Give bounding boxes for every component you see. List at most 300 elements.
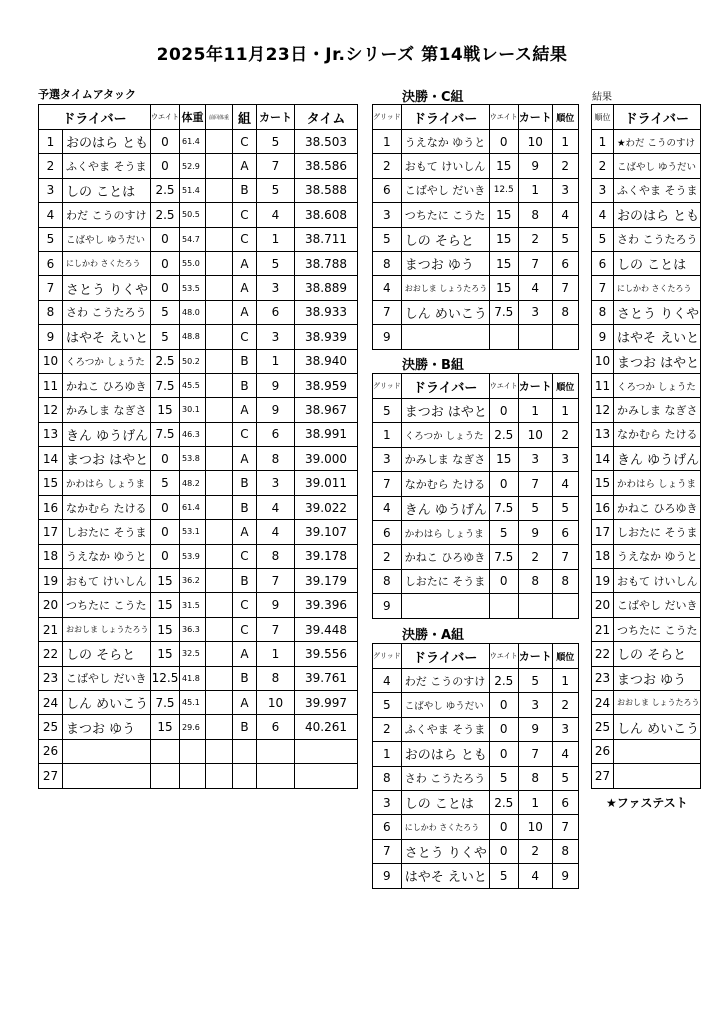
prev-bodyweight-cell — [206, 130, 233, 154]
grid-cell: 7 — [373, 839, 402, 863]
driver-name: しの そらと — [63, 642, 151, 666]
group-cell: C — [233, 544, 257, 568]
page-title: 2025年11月23日・Jr.シリーズ 第14戦レース結果 — [156, 45, 568, 65]
driver-name: なかむら たける — [614, 422, 701, 446]
weight-cell: 2.5 — [489, 790, 518, 814]
position-cell: 17 — [39, 520, 63, 544]
group-cell: B — [233, 569, 257, 593]
time-cell: 39.448 — [295, 617, 358, 641]
driver-name: きん ゆうげん — [401, 496, 489, 520]
table-row — [592, 178, 701, 202]
driver-name: こばやし ゆうだい — [401, 693, 489, 717]
table-row — [592, 422, 701, 446]
final-a-label: 決勝・A組 — [402, 628, 465, 643]
table-row — [39, 154, 358, 178]
weight-cell: 15 — [489, 203, 518, 227]
table-row — [592, 715, 701, 739]
prev-bodyweight-cell — [206, 203, 233, 227]
table-row — [39, 569, 358, 593]
position-cell: 5 — [552, 227, 578, 251]
table-row — [373, 154, 579, 178]
weight-cell: 0 — [489, 742, 518, 766]
group-cell: B — [233, 495, 257, 519]
header-grid: グリッド — [373, 374, 402, 399]
kart-cell: 7 — [257, 569, 295, 593]
position-cell: 14 — [592, 447, 614, 471]
group-cell: A — [233, 520, 257, 544]
table-row — [39, 666, 358, 690]
weight-cell: 0 — [151, 495, 180, 519]
driver-name: つちたに こうた — [614, 617, 701, 641]
driver-name: おおしま しょうたろう — [401, 276, 489, 300]
grid-cell: 2 — [373, 154, 402, 178]
weight-cell — [151, 764, 180, 788]
table-row — [39, 471, 358, 495]
driver-name: うえなか ゆうと — [401, 130, 489, 154]
position-cell: 3 — [552, 447, 578, 471]
group-cell: A — [233, 642, 257, 666]
weight-cell: 7.5 — [489, 545, 518, 569]
position-cell: 27 — [39, 764, 63, 788]
final-c-table — [372, 104, 579, 350]
driver-name: きん ゆうげん — [63, 422, 151, 446]
table-row — [592, 569, 701, 593]
table-row — [592, 203, 701, 227]
kart-cell: 7 — [257, 617, 295, 641]
weight-cell: 7.5 — [151, 422, 180, 446]
weight-cell: 0 — [489, 717, 518, 741]
time-cell: 38.503 — [295, 130, 358, 154]
table-row — [373, 496, 579, 520]
weight-cell: 2.5 — [151, 178, 180, 202]
kart-cell: 6 — [257, 300, 295, 324]
driver-name: なかむら たける — [63, 495, 151, 519]
weight-cell: 7.5 — [489, 300, 518, 324]
kart-cell: 3 — [518, 300, 552, 324]
driver-name: おのはら とも — [614, 203, 701, 227]
time-cell: 38.939 — [295, 325, 358, 349]
bodyweight-cell: 61.4 — [180, 495, 206, 519]
table-row — [592, 495, 701, 519]
time-cell: 39.107 — [295, 520, 358, 544]
position-cell: 26 — [592, 739, 614, 763]
position-cell: 24 — [39, 690, 63, 714]
kart-cell: 3 — [257, 471, 295, 495]
driver-name: くろつか しょうた — [63, 349, 151, 373]
bodyweight-cell: 48.8 — [180, 325, 206, 349]
position-cell: 4 — [592, 203, 614, 227]
driver-name: しの そらと — [401, 227, 489, 251]
weight-cell: 0 — [151, 227, 180, 251]
time-cell: 39.556 — [295, 642, 358, 666]
grid-cell: 4 — [373, 496, 402, 520]
group-cell: A — [233, 251, 257, 275]
weight-cell: 7.5 — [151, 690, 180, 714]
kart-cell: 8 — [257, 447, 295, 471]
final-b-label: 決勝・B組 — [402, 358, 464, 373]
table-row — [373, 717, 579, 741]
header-group: 組 — [233, 105, 257, 130]
position-cell: 19 — [39, 569, 63, 593]
time-cell: 39.022 — [295, 495, 358, 519]
position-cell: 22 — [592, 642, 614, 666]
kart-cell: 8 — [518, 203, 552, 227]
kart-cell: 3 — [518, 693, 552, 717]
driver-name: おもて けいしん — [614, 569, 701, 593]
kart-cell: 10 — [518, 423, 552, 447]
final-c-label: 決勝・C組 — [402, 90, 464, 105]
grid-cell: 8 — [373, 766, 402, 790]
weight-cell: 0 — [151, 520, 180, 544]
prev-bodyweight-cell — [206, 666, 233, 690]
position-cell: 5 — [552, 766, 578, 790]
prev-bodyweight-cell — [206, 520, 233, 544]
kart-cell: 1 — [257, 349, 295, 373]
prev-bodyweight-cell — [206, 300, 233, 324]
weight-cell: 15 — [489, 276, 518, 300]
header-kart: カート — [518, 644, 552, 669]
prev-bodyweight-cell — [206, 739, 233, 763]
weight-cell: 15 — [151, 569, 180, 593]
bodyweight-cell: 52.9 — [180, 154, 206, 178]
group-cell: C — [233, 422, 257, 446]
header-grid: グリッド — [373, 644, 402, 669]
prev-bodyweight-cell — [206, 715, 233, 739]
driver-name: さとう りくや — [63, 276, 151, 300]
driver-name: まつお はやと — [63, 447, 151, 471]
position-cell: 5 — [39, 227, 63, 251]
group-cell: B — [233, 666, 257, 690]
weight-cell: 5 — [489, 520, 518, 544]
driver-name: こばやし ゆうだい — [614, 154, 701, 178]
position-cell: 9 — [39, 325, 63, 349]
weight-cell: 0 — [489, 839, 518, 863]
driver-name: かわはら しょうま — [63, 471, 151, 495]
group-cell: C — [233, 227, 257, 251]
results-table — [591, 104, 701, 789]
weight-cell: 5 — [151, 325, 180, 349]
driver-name: はやそ えいと — [401, 864, 489, 888]
table-row — [39, 690, 358, 714]
table-row — [39, 715, 358, 739]
bodyweight-cell — [180, 764, 206, 788]
group-cell: B — [233, 373, 257, 397]
table-row — [39, 520, 358, 544]
grid-cell: 9 — [373, 325, 402, 349]
kart-cell: 9 — [257, 373, 295, 397]
group-cell: A — [233, 276, 257, 300]
time-cell: 38.959 — [295, 373, 358, 397]
time-cell: 38.608 — [295, 203, 358, 227]
driver-name: こばやし だいき — [401, 178, 489, 202]
kart-cell: 1 — [257, 642, 295, 666]
bodyweight-cell: 48.0 — [180, 300, 206, 324]
table-row — [373, 423, 579, 447]
time-cell: 39.000 — [295, 447, 358, 471]
driver-name: まつお ゆう — [614, 666, 701, 690]
table-row — [592, 373, 701, 397]
prev-bodyweight-cell — [206, 544, 233, 568]
kart-cell: 3 — [257, 276, 295, 300]
kart-cell: 9 — [257, 398, 295, 422]
table-row — [39, 764, 358, 788]
table-row — [373, 300, 579, 324]
table-row — [373, 227, 579, 251]
weight-cell: 15 — [489, 227, 518, 251]
time-cell: 39.761 — [295, 666, 358, 690]
prev-bodyweight-cell — [206, 398, 233, 422]
position-cell: 6 — [552, 790, 578, 814]
bodyweight-cell: 53.9 — [180, 544, 206, 568]
table-row — [373, 178, 579, 202]
header-kart: カート — [257, 105, 295, 130]
grid-cell: 9 — [373, 864, 402, 888]
position-cell: 27 — [592, 764, 614, 788]
kart-cell: 4 — [518, 276, 552, 300]
position-cell: 20 — [39, 593, 63, 617]
prev-bodyweight-cell — [206, 690, 233, 714]
grid-cell: 1 — [373, 423, 402, 447]
kart-cell: 9 — [257, 593, 295, 617]
time-cell: 39.011 — [295, 471, 358, 495]
grid-cell: 3 — [373, 447, 402, 471]
weight-cell: 5 — [489, 766, 518, 790]
position-cell: 3 — [552, 717, 578, 741]
weight-cell: 5 — [151, 300, 180, 324]
prev-bodyweight-cell — [206, 178, 233, 202]
driver-name: つちたに こうた — [63, 593, 151, 617]
table-row — [592, 764, 701, 788]
group-cell — [233, 739, 257, 763]
table-row — [373, 594, 579, 618]
header-position: 順位 — [552, 644, 578, 669]
kart-cell: 5 — [518, 496, 552, 520]
driver-name: こばやし ゆうだい — [63, 227, 151, 251]
driver-name: かねこ ひろゆき — [63, 373, 151, 397]
kart-cell: 5 — [257, 178, 295, 202]
table-row — [373, 815, 579, 839]
prev-bodyweight-cell — [206, 422, 233, 446]
kart-cell: 5 — [518, 669, 552, 693]
table-row — [592, 520, 701, 544]
table-row — [373, 569, 579, 593]
driver-name: まつお ゆう — [401, 251, 489, 275]
table-row — [592, 398, 701, 422]
position-cell: 24 — [592, 690, 614, 714]
weight-cell — [151, 739, 180, 763]
kart-cell: 2 — [518, 545, 552, 569]
position-cell: 2 — [552, 693, 578, 717]
bodyweight-cell: 53.1 — [180, 520, 206, 544]
kart-cell: 2 — [518, 839, 552, 863]
qualifying-table — [38, 104, 358, 789]
position-cell: 20 — [592, 593, 614, 617]
bodyweight-cell: 45.5 — [180, 373, 206, 397]
table-row — [592, 349, 701, 373]
table-row — [592, 593, 701, 617]
driver-name: さとう りくや — [614, 300, 701, 324]
driver-name: おもて けいしん — [401, 154, 489, 178]
kart-cell: 7 — [518, 472, 552, 496]
table-row — [592, 130, 701, 154]
weight-cell: 2.5 — [489, 423, 518, 447]
header-position: 順位 — [552, 374, 578, 399]
position-cell: 4 — [552, 472, 578, 496]
position-cell: 7 — [552, 815, 578, 839]
weight-cell: 15 — [151, 398, 180, 422]
table-row — [373, 545, 579, 569]
weight-cell: 0 — [151, 251, 180, 275]
kart-cell: 8 — [518, 766, 552, 790]
grid-cell: 8 — [373, 569, 402, 593]
driver-name: しん めいこう — [401, 300, 489, 324]
position-cell: 23 — [592, 666, 614, 690]
prev-bodyweight-cell — [206, 227, 233, 251]
prev-bodyweight-cell — [206, 373, 233, 397]
driver-name: しおたに そうま — [401, 569, 489, 593]
driver-name: しの ことは — [614, 251, 701, 275]
position-cell: 10 — [39, 349, 63, 373]
kart-cell: 3 — [257, 325, 295, 349]
group-cell — [233, 764, 257, 788]
table-row — [39, 276, 358, 300]
kart-cell — [257, 739, 295, 763]
group-cell: C — [233, 130, 257, 154]
weight-cell: 2.5 — [151, 349, 180, 373]
table-row — [39, 617, 358, 641]
table-row — [592, 666, 701, 690]
qualifying-label: 予選タイムアタック — [38, 88, 137, 101]
position-cell: 12 — [592, 398, 614, 422]
table-row — [39, 178, 358, 202]
table-row — [373, 864, 579, 888]
position-cell: 4 — [39, 203, 63, 227]
position-cell: 16 — [39, 495, 63, 519]
time-cell: 38.586 — [295, 154, 358, 178]
driver-name: にしかわ さくたろう — [63, 251, 151, 275]
driver-name: なかむら たける — [401, 472, 489, 496]
header-weight: ウエイト — [489, 105, 518, 130]
driver-name — [614, 764, 701, 788]
header-position: 順位 — [552, 105, 578, 130]
weight-cell: 15 — [151, 593, 180, 617]
driver-name: しの ことは — [401, 790, 489, 814]
driver-name: かねこ ひろゆき — [401, 545, 489, 569]
position-cell: 23 — [39, 666, 63, 690]
position-cell: 13 — [39, 422, 63, 446]
weight-cell: 5 — [151, 471, 180, 495]
time-cell: 39.179 — [295, 569, 358, 593]
table-row — [39, 203, 358, 227]
prev-bodyweight-cell — [206, 276, 233, 300]
kart-cell: 4 — [257, 520, 295, 544]
position-cell: 1 — [39, 130, 63, 154]
table-row — [373, 693, 579, 717]
prev-bodyweight-cell — [206, 325, 233, 349]
time-cell — [295, 764, 358, 788]
kart-cell: 4 — [518, 864, 552, 888]
position-cell: 3 — [592, 178, 614, 202]
header-driver: ドライバー — [401, 105, 489, 130]
driver-name — [63, 764, 151, 788]
table-row — [373, 669, 579, 693]
table-row — [592, 300, 701, 324]
driver-name: しおたに そうま — [614, 520, 701, 544]
driver-name: こばやし だいき — [614, 593, 701, 617]
position-cell: 11 — [39, 373, 63, 397]
position-cell: 2 — [592, 154, 614, 178]
group-cell: B — [233, 178, 257, 202]
driver-name: わだ こうのすけ — [401, 669, 489, 693]
bodyweight-cell: 53.5 — [180, 276, 206, 300]
position-cell: 7 — [39, 276, 63, 300]
position-cell: 9 — [552, 864, 578, 888]
header-time: タイム — [295, 105, 358, 130]
position-cell: 8 — [592, 300, 614, 324]
kart-cell: 8 — [518, 569, 552, 593]
results-label: 結果 — [592, 92, 612, 103]
time-cell: 38.889 — [295, 276, 358, 300]
weight-cell: 0 — [151, 276, 180, 300]
driver-name: まつお はやと — [614, 349, 701, 373]
position-cell: 11 — [592, 373, 614, 397]
table-row — [373, 839, 579, 863]
driver-name: わだ こうのすけ — [63, 203, 151, 227]
table-row — [373, 766, 579, 790]
position-cell: 18 — [39, 544, 63, 568]
driver-name: くろつか しょうた — [614, 373, 701, 397]
kart-cell: 4 — [257, 203, 295, 227]
driver-name: つちたに こうた — [401, 203, 489, 227]
final-b-table — [372, 373, 579, 619]
table-row — [39, 422, 358, 446]
header-driver: ドライバー — [614, 105, 701, 130]
kart-cell: 2 — [518, 227, 552, 251]
kart-cell: 1 — [518, 790, 552, 814]
header-prev-bodyweight: 前回体重 — [206, 105, 233, 130]
position-cell: 8 — [552, 569, 578, 593]
position-cell: 17 — [592, 520, 614, 544]
prev-bodyweight-cell — [206, 471, 233, 495]
driver-name: きん ゆうげん — [614, 447, 701, 471]
table-row — [592, 251, 701, 275]
table-row — [592, 447, 701, 471]
driver-name — [401, 594, 489, 618]
grid-cell: 6 — [373, 520, 402, 544]
time-cell: 39.997 — [295, 690, 358, 714]
table-row — [373, 276, 579, 300]
table-row — [39, 447, 358, 471]
driver-name: おおしま しょうたろう — [614, 690, 701, 714]
prev-bodyweight-cell — [206, 251, 233, 275]
table-row — [373, 325, 579, 349]
weight-cell: 7.5 — [489, 496, 518, 520]
weight-cell: 15 — [151, 617, 180, 641]
driver-name: さとう りくや — [401, 839, 489, 863]
table-row — [592, 617, 701, 641]
position-cell: 15 — [592, 471, 614, 495]
grid-cell: 5 — [373, 399, 402, 423]
time-cell: 38.588 — [295, 178, 358, 202]
weight-cell: 7.5 — [151, 373, 180, 397]
bodyweight-cell: 55.0 — [180, 251, 206, 275]
prev-bodyweight-cell — [206, 349, 233, 373]
weight-cell: 15 — [151, 715, 180, 739]
position-cell: 8 — [552, 839, 578, 863]
group-cell: B — [233, 349, 257, 373]
kart-cell: 9 — [518, 520, 552, 544]
group-cell: B — [233, 715, 257, 739]
